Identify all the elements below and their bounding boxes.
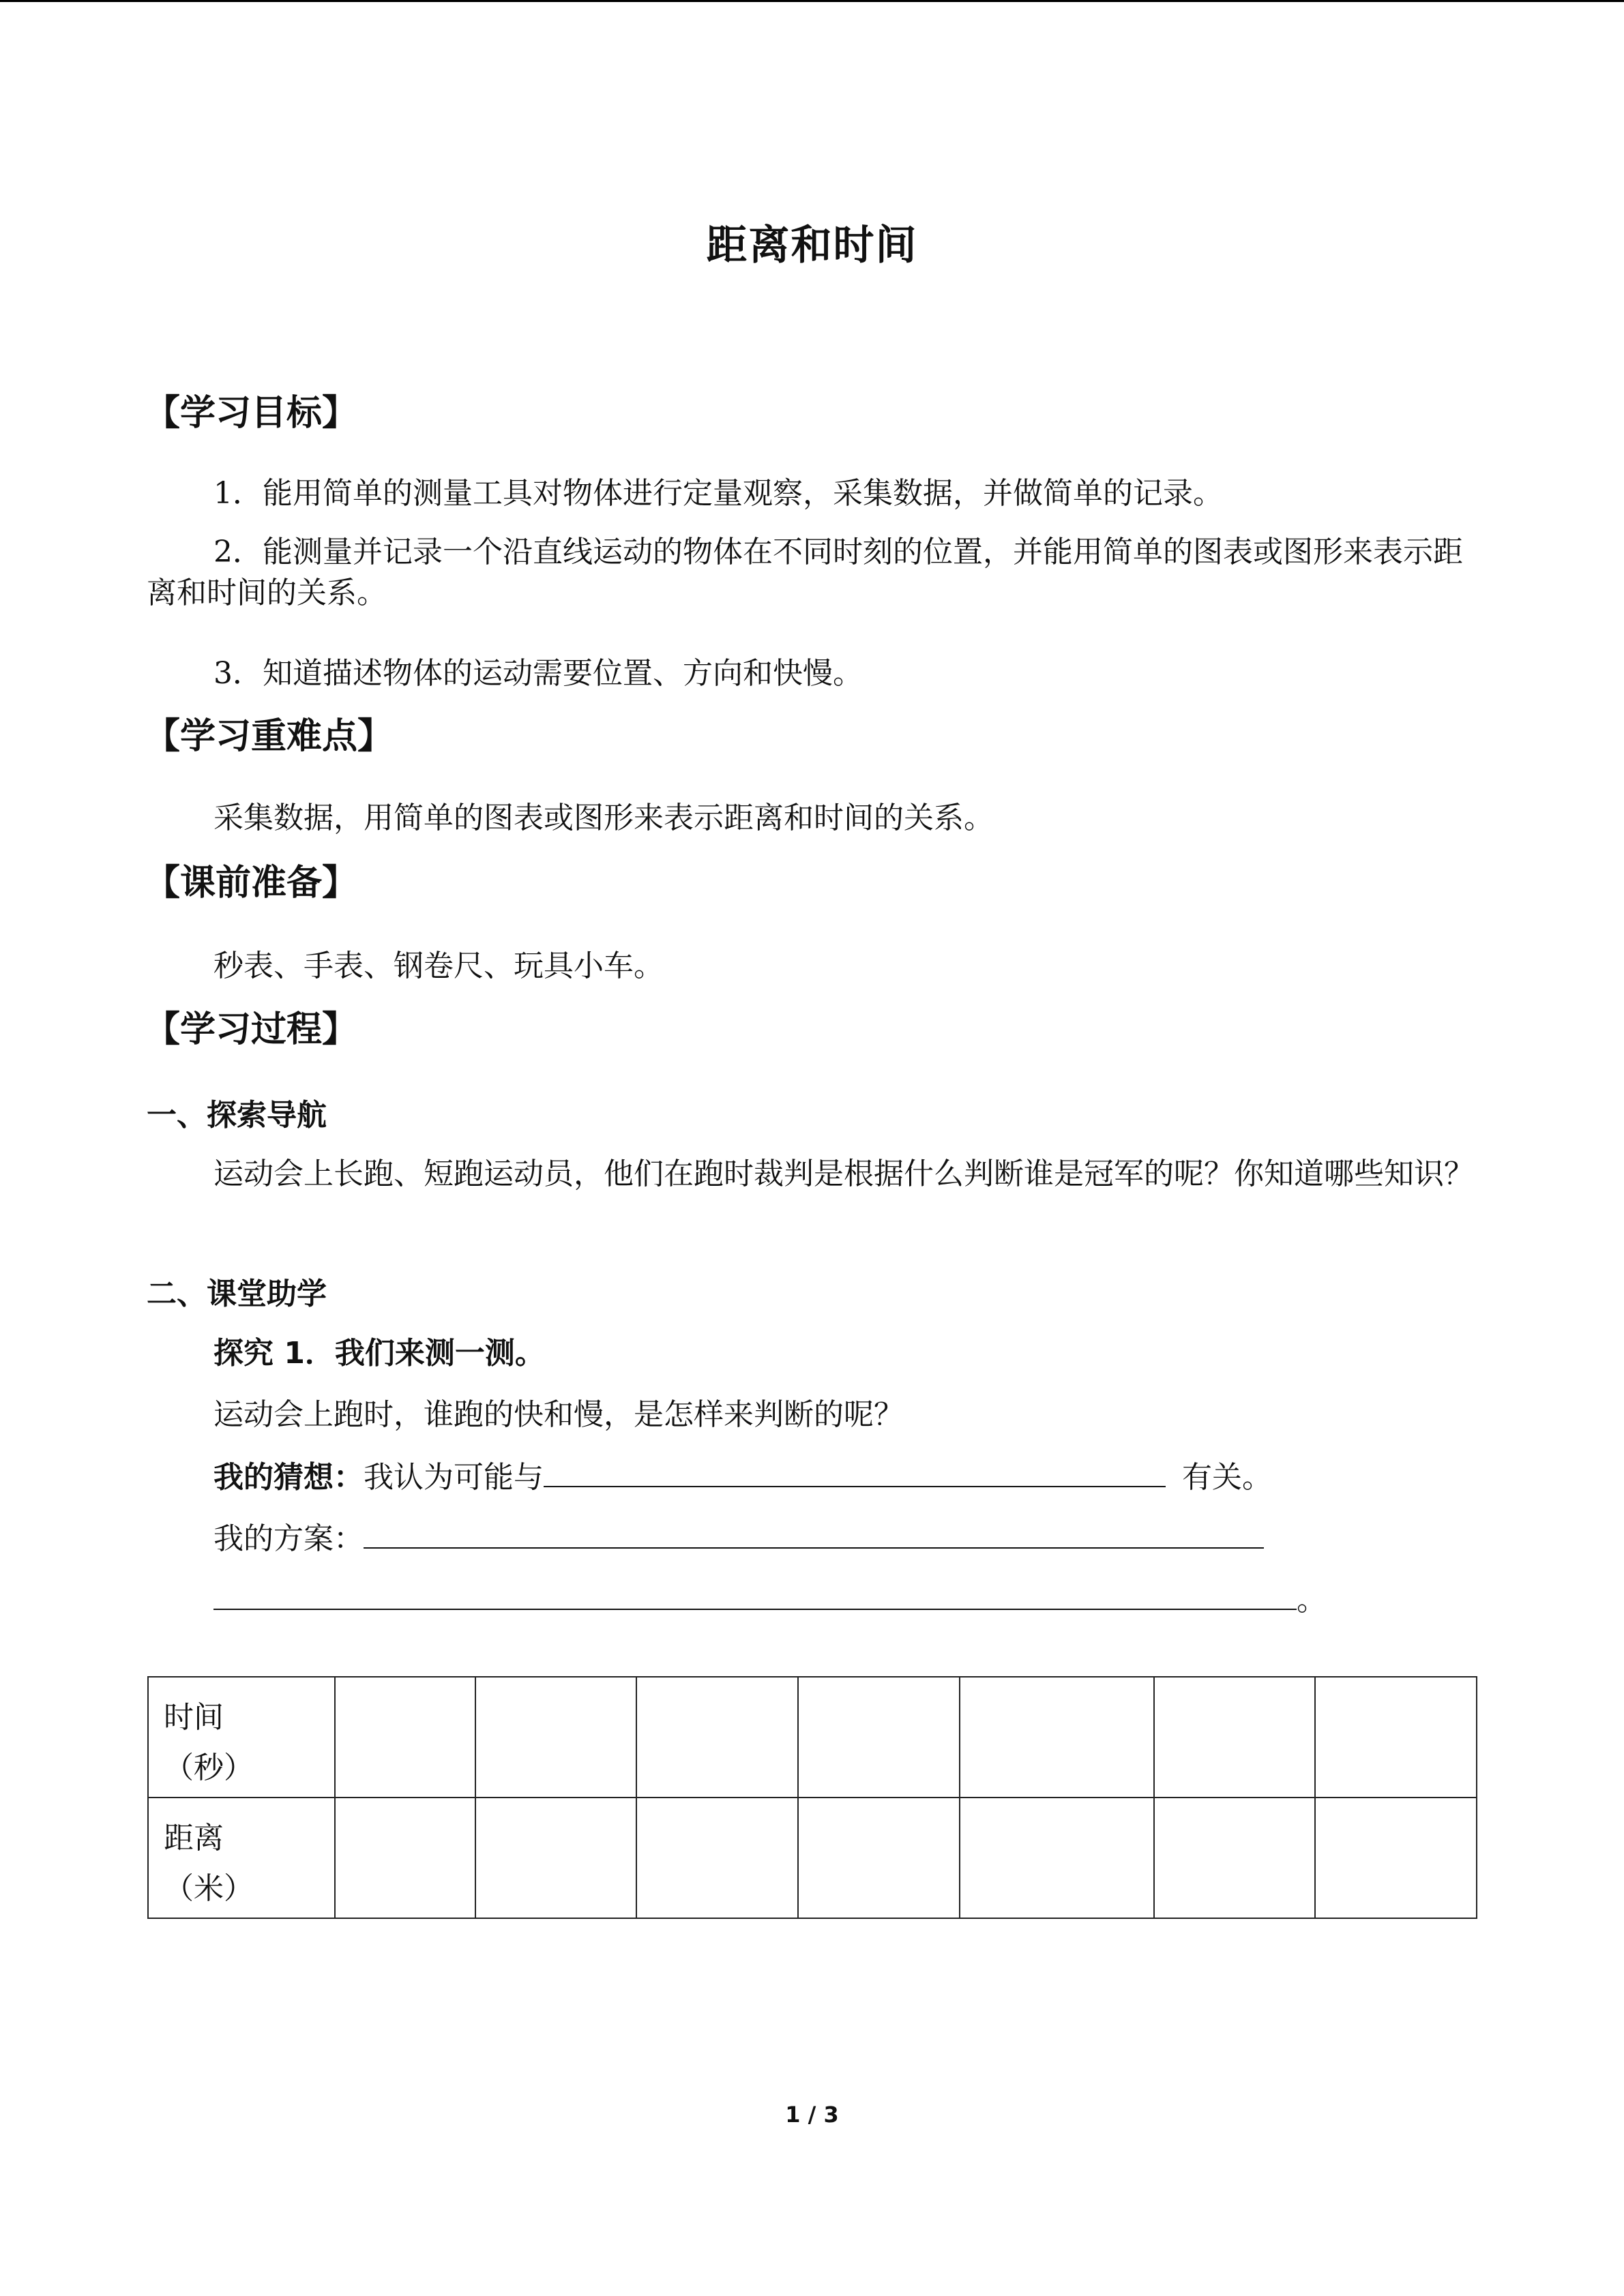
row-label-distance-line2: （米） [164,1871,254,1906]
classroom-help-heading: 二、课堂助学 [147,1277,327,1311]
table-row-time [148,1677,1477,1798]
row-label-distance-line1: 距离 [164,1821,224,1855]
row-label-distance [148,1798,335,1918]
plan-end: 。 [1297,1583,1327,1617]
row-label-time [148,1677,335,1798]
guess-blank[interactable] [544,1456,1166,1487]
table-cell[interactable] [1315,1677,1477,1798]
table-cell[interactable] [475,1798,637,1918]
table-cell[interactable] [960,1798,1154,1918]
table-cell[interactable] [335,1798,475,1918]
row-label-time-line2: （秒） [164,1750,254,1785]
table-cell[interactable] [798,1798,960,1918]
table-cell[interactable] [1315,1798,1477,1918]
goals-heading: 【学习目标】 [145,393,358,434]
page-top-border [0,0,1624,2]
goal-item-3: 3．知道描述物体的运动需要位置、方向和快慢。 [213,656,863,691]
plan-blank-1[interactable] [364,1517,1264,1549]
guess-suffix: 有关。 [1182,1460,1272,1495]
page-number: 1 / 3 [785,2102,839,2128]
table-row-distance [148,1798,1477,1918]
goal-item-1: 1．能用简单的测量工具对物体进行定量观察，采集数据，并做简单的记录。 [213,476,1223,511]
key-points-text: 采集数据，用简单的图表或图形来表示距离和时间的关系。 [213,801,994,835]
table-cell[interactable] [960,1677,1154,1798]
guess-prefix: 我认为可能与 [364,1460,544,1495]
table-cell[interactable] [636,1798,798,1918]
process-heading: 【学习过程】 [145,1009,358,1050]
goal-item-2: 2．能测量并记录一个沿直线运动的物体在不同时刻的位置，并能用简单的图表或图形来表示距离和时间的关系。 [147,535,1463,610]
table-cell[interactable] [335,1677,475,1798]
time-distance-table [147,1676,1477,1919]
table-cell[interactable] [636,1677,798,1798]
table-cell[interactable] [1154,1798,1316,1918]
plan-blank-2[interactable] [213,1579,1297,1610]
plan-line [213,1517,1550,1560]
preparation-heading: 【课前准备】 [145,863,358,904]
guess-line [213,1456,1550,1498]
table-cell[interactable] [475,1677,637,1798]
row-label-time-line1: 时间 [164,1700,224,1735]
document-title: 距离和时间 [706,222,918,269]
key-points-heading: 【学习重难点】 [145,716,394,757]
table-cell[interactable] [798,1677,960,1798]
preparation-text: 秒表、手表、钢卷尺、玩具小车。 [213,949,664,983]
explore-navigation-heading: 一、探索导航 [147,1098,327,1133]
plan-line-2 [213,1579,1550,1621]
explore-question: 运动会上跑时，谁跑的快和慢，是怎样来判断的呢？ [213,1397,904,1432]
explore-1-title: 探究 1．我们来测一测。 [213,1336,545,1371]
guess-label: 我的猜想： [213,1460,364,1495]
explore-navigation-text: 运动会上长跑、短跑运动员，他们在跑时裁判是根据什么判断谁是冠军的呢？你知道哪些知识？ [213,1157,1474,1191]
table-cell[interactable] [1154,1677,1316,1798]
plan-label: 我的方案： [213,1521,364,1556]
